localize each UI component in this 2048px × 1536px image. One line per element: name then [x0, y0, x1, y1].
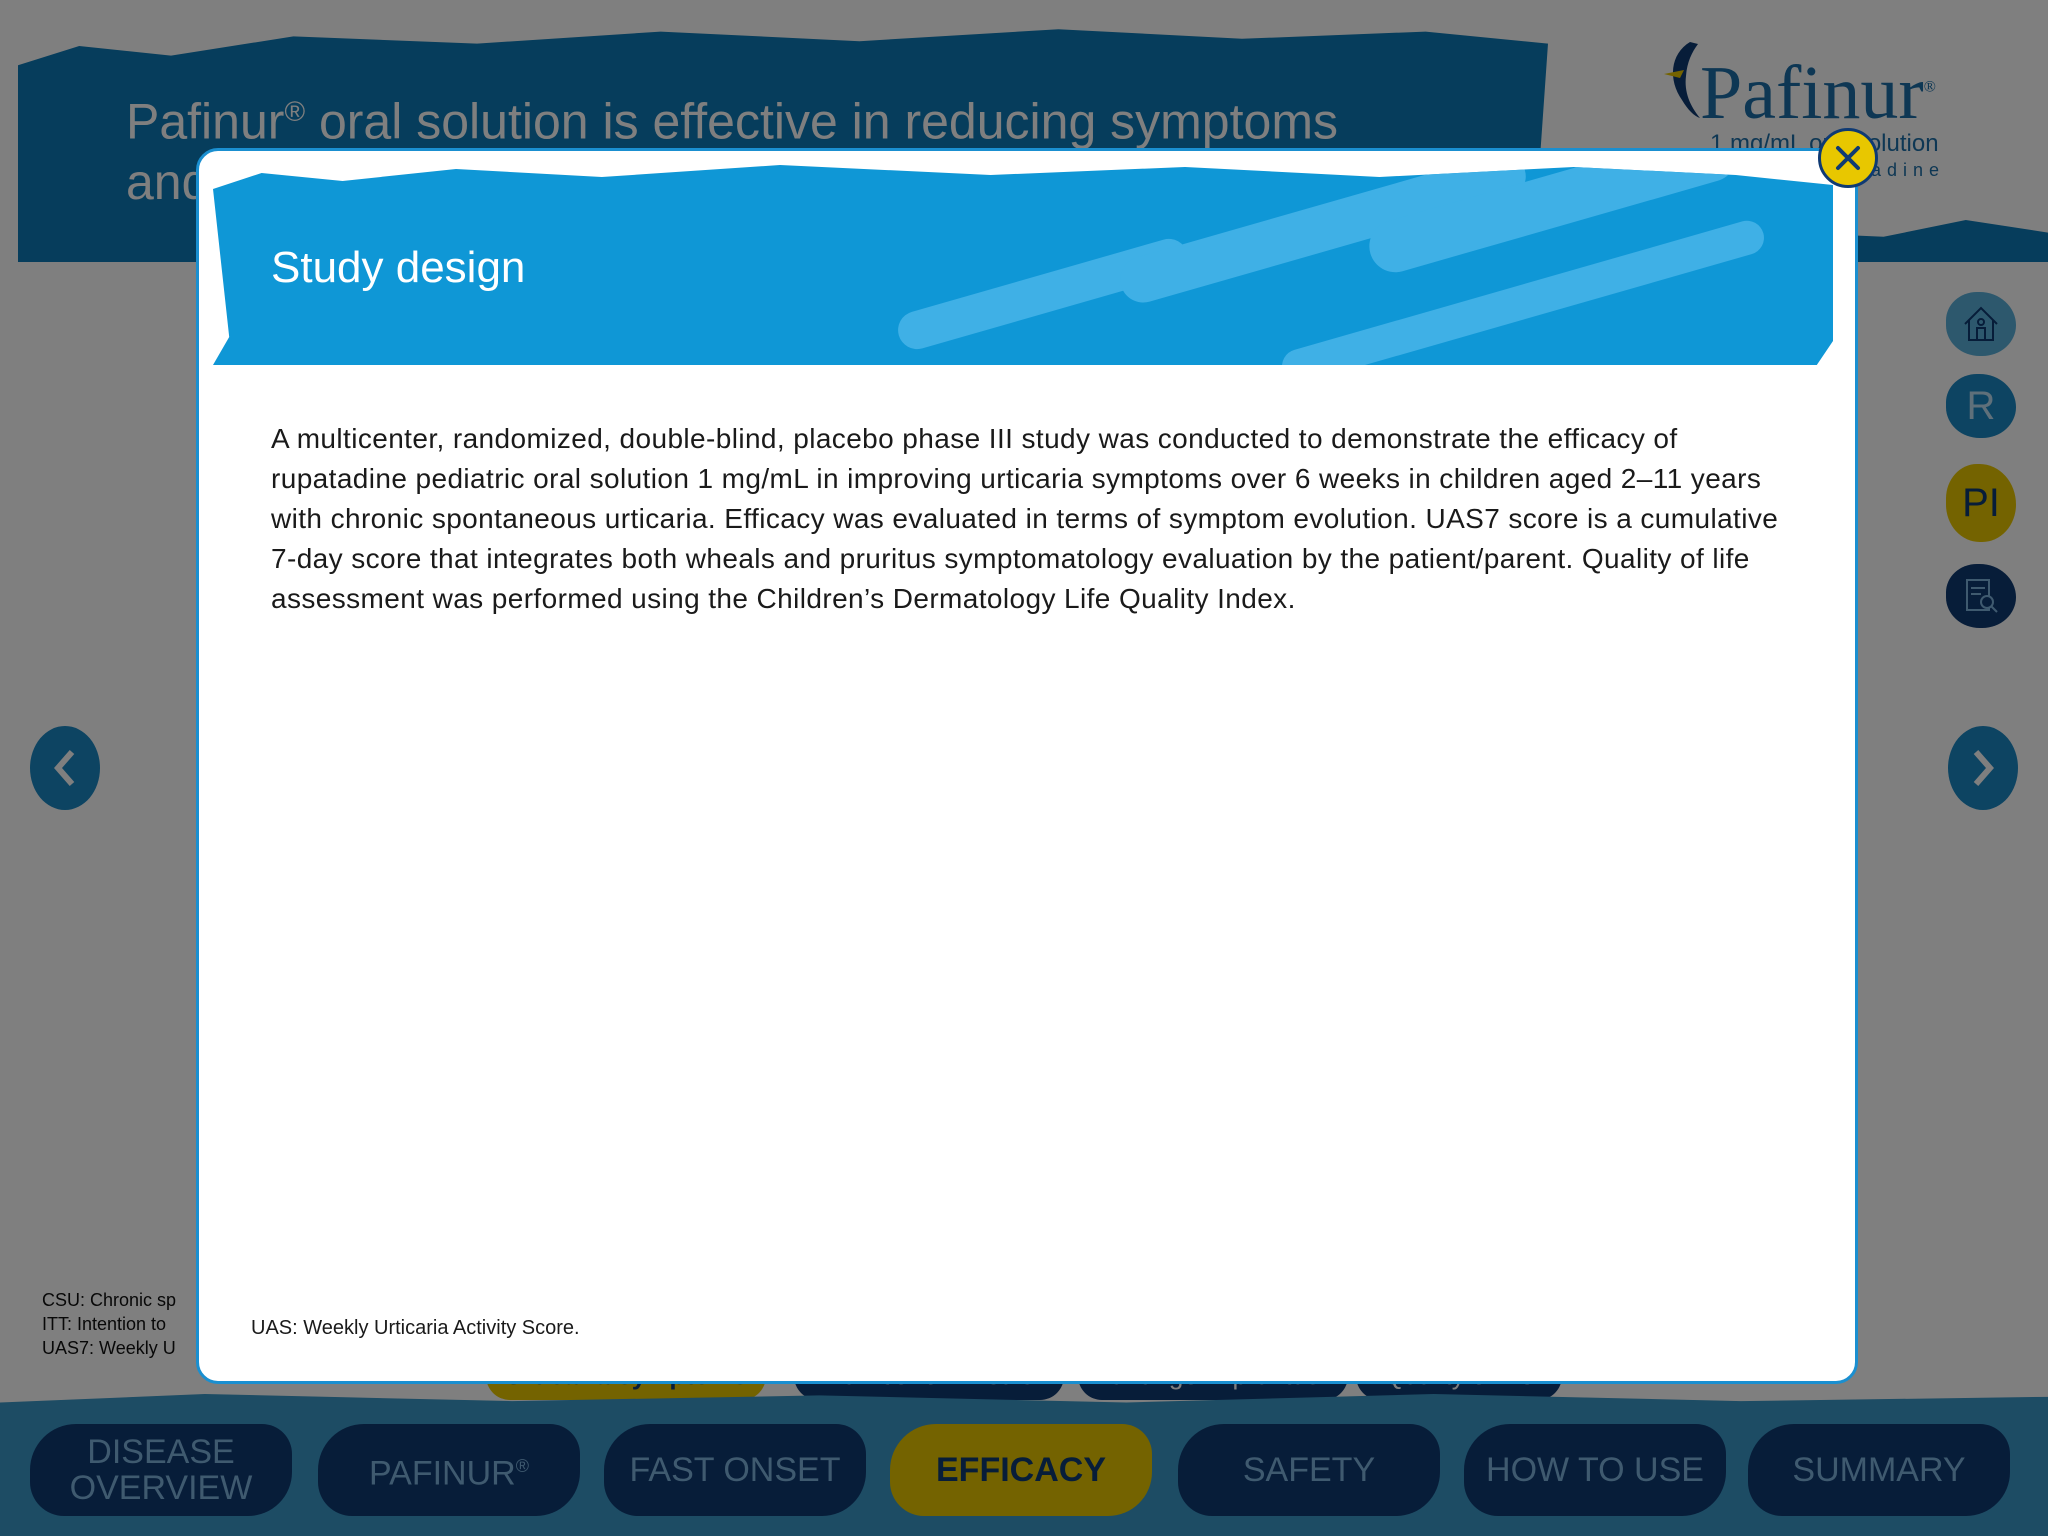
dialog-footnote: UAS: Weekly Urticaria Activity Score. [251, 1317, 580, 1339]
close-icon [1833, 143, 1863, 173]
dialog-body-text: A multicenter, randomized, double-blind, placebo phase III study was conducted to demonstrate the efficacy of rupatadine pediatric oral solution 1 mg/mL in improving urticaria symptoms over 6 weeks in children aged 2–11 years with chronic spontaneous urticaria. Efficacy was evaluated in terms of symptom evolution. UAS7 score is a cumulative 7-day score that integrates both wheals and pruritus symptomatology evaluation by the patient/parent. Quality of life assessment was performed using the Children’s Dermatology Life Quality Index. [271, 423, 1779, 614]
close-dialog-button[interactable] [1818, 128, 1878, 188]
study-design-dialog [196, 148, 1858, 1384]
dialog-title: Study design [271, 243, 526, 292]
